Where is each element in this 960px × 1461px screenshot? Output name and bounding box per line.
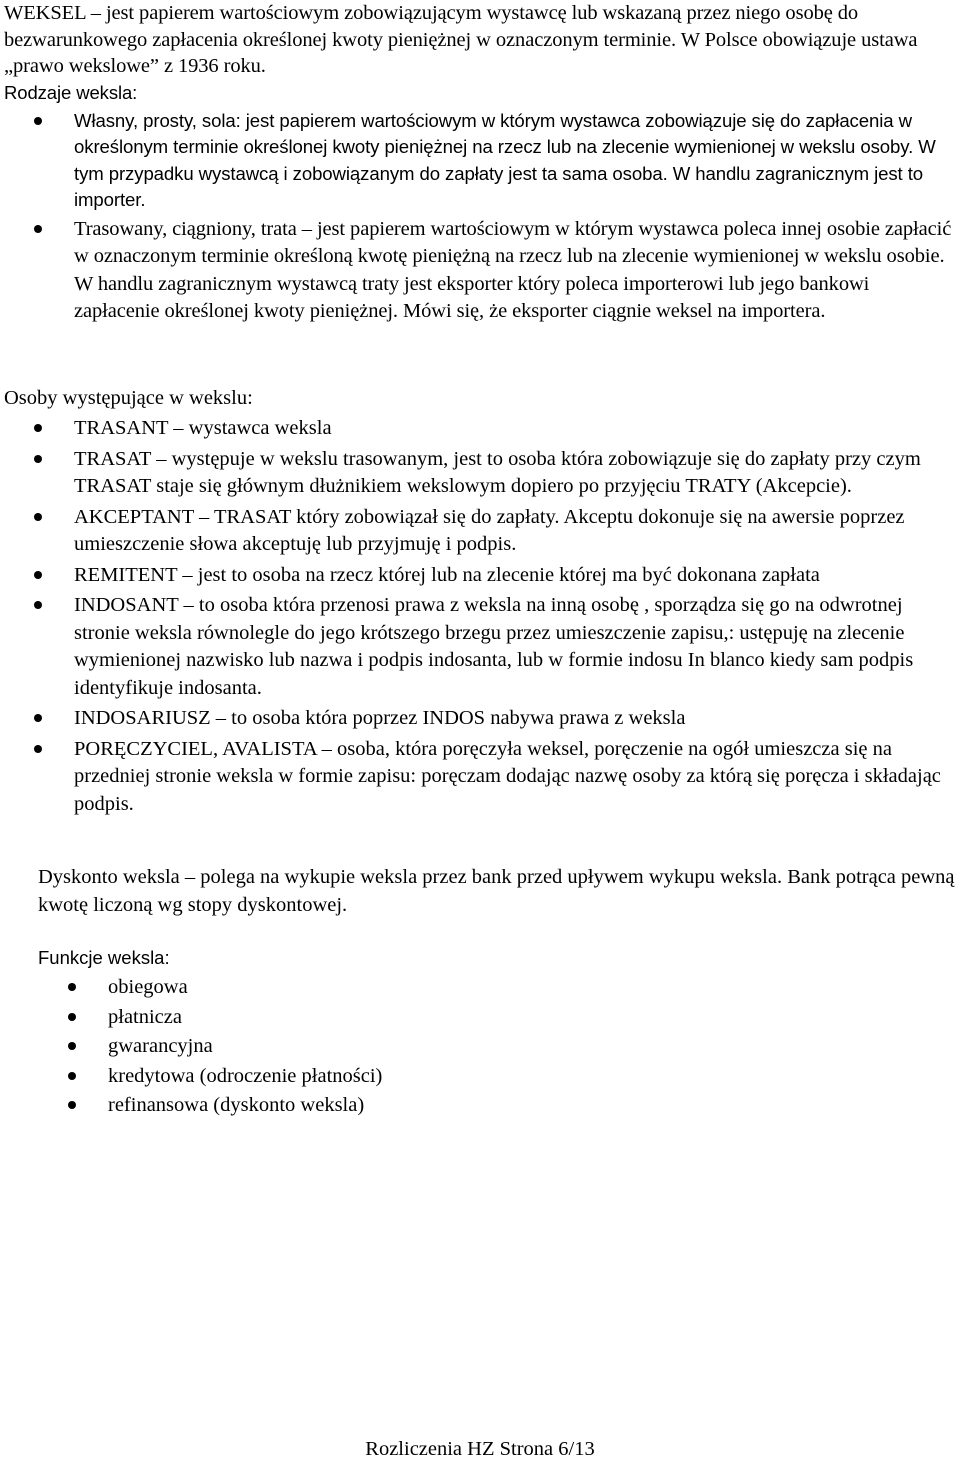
intro-section xyxy=(4,0,954,326)
osoba-remitent-text: REMITENT – jest to osoba na rzecz której lub na zlecenie której ma być dokonana zapłata xyxy=(74,563,820,586)
list-item xyxy=(4,446,956,501)
osoba-indosant-text: INDOSANT – to osoba która przenosi prawa z weksla na inną osobę , sporządza się go na odwrotnej stronie weksla równolegle do jego krótszego brzegu przez umieszczenie zapisu,: ustępuję na zlecenie wymienionej nazwisko lub nazwa i podpis indosanta, lub w formie indosu In blanco kiedy sam podpis identyfikuje indosanta. xyxy=(74,594,914,699)
dyskonto-paragraph: Dyskonto weksla – polega na wykupie weksla przez bank przed upływem wykupu weksla. Bank potrąca pewną kwotę liczoną wg stopy dyskontowej. xyxy=(38,866,955,916)
bullet-icon xyxy=(68,1101,76,1109)
list-item xyxy=(4,736,956,819)
list-item xyxy=(4,504,956,559)
bullet-icon xyxy=(34,571,42,579)
list-item xyxy=(4,216,954,326)
osoba-poreczyciel-text: PORĘCZYCIEL, AVALISTA – osoba, która poręczyła weksel, poręczenie na ogół umieszcza się na przedniej stronie weksla w formie zapisu: poręczam dodając nazwę osoby za którą się poręcza i składając podpis. xyxy=(74,737,941,815)
bullet-icon xyxy=(68,983,76,991)
list-item xyxy=(4,415,956,443)
bullet-icon xyxy=(68,1013,76,1021)
bullet-icon xyxy=(34,601,42,609)
list-item xyxy=(38,1003,938,1033)
rodzaj-trasowany-text: Trasowany, ciągniony, trata – jest papierem wartościowym w którym wystawca poleca innej osobie zapłacić w oznaczonym terminie określoną kwotę pieniężną na rzecz lub na zlecenie wymienionej w wekslu osobie. W handlu zagranicznym wystawcą traty jest eksporter który poleca importerowi lub jego bankowi zapłacenie określonej kwoty pieniężnej. Mówi się, że eksporter ciągnie weksel na importera. xyxy=(74,217,952,322)
funkcje-heading: Funkcje weksla: xyxy=(38,947,170,968)
list-item xyxy=(38,1091,938,1121)
bullet-icon xyxy=(34,745,42,753)
bullet-icon xyxy=(34,117,42,125)
funkcja-text: refinansowa (dyskonto weksla) xyxy=(108,1094,365,1116)
osoba-trasant-text: TRASANT – wystawca weksla xyxy=(74,417,332,439)
list-item xyxy=(4,108,954,214)
rodzaje-list xyxy=(4,108,954,326)
funkcja-text: obiegowa xyxy=(108,976,188,998)
bullet-icon xyxy=(34,424,42,432)
funkcja-text: gwarancyjna xyxy=(108,1035,213,1057)
osoba-akceptant-text: AKCEPTANT – TRASAT który zobowiązał się do zapłaty. Akceptu dokonuje się na awersie poprzez umieszczenie słowa akceptuję lub przyjmuję i podpis. xyxy=(74,505,905,555)
bullet-icon xyxy=(34,225,42,233)
list-item xyxy=(38,973,938,1003)
funkcja-text: kredytowa (odroczenie płatności) xyxy=(108,1064,383,1087)
bullet-icon xyxy=(34,455,42,463)
list-item xyxy=(4,562,956,590)
list-item xyxy=(38,1062,938,1092)
osoby-section xyxy=(4,384,956,818)
bullet-icon xyxy=(34,714,42,722)
osoby-heading: Osoby występujące w wekslu: xyxy=(4,387,253,409)
funkcje-list xyxy=(38,973,938,1121)
osoba-indosariusz-text: INDOSARIUSZ – to osoba która poprzez INDOS nabywa prawa z weksla xyxy=(74,707,686,729)
bullet-icon xyxy=(68,1072,76,1080)
funkcje-section xyxy=(38,944,938,1121)
list-item xyxy=(4,592,956,702)
funkcja-text: płatnicza xyxy=(108,1005,182,1028)
bullet-icon xyxy=(68,1042,76,1050)
page-footer: Rozliczenia HZ Strona 6/13 xyxy=(365,1438,595,1460)
rodzaje-heading: Rodzaje weksla: xyxy=(4,81,138,103)
osoby-list xyxy=(4,415,956,818)
bullet-icon xyxy=(34,513,42,521)
osoba-trasat-text: TRASAT – występuje w wekslu trasowanym, jest to osoba która zobowiązuje się do zapłaty przy czym TRASAT staje się głównym dłużnikiem wekslowym dopiero po przyjęciu TRATY (Akcepcie). xyxy=(74,447,921,497)
rodzaj-wlasny-text: Własny, prosty, sola: jest papierem wartościowym w którym wystawca zobowiązuje się do zapłacenia w określonym terminie określonej kwoty pieniężnej na rzecz lub na zlecenie wymienionej w wekslu osoby. W tym przypadku wystawcą i zobowiązanym do zapłaty jest ta sama osoba. W handlu zagranicznym jest to importer. xyxy=(74,109,936,210)
intro-paragraph: WEKSEL – jest papierem wartościowym zobowiązującym wystawcę lub wskazaną przez niego osobę do bezwarunkowego zapłacenia określonej kwoty pieniężnej w oznaczonym terminie. W Polsce obowiązuje ustawa „prawo wekslowe” z 1936 roku. xyxy=(4,2,918,77)
list-item xyxy=(4,705,956,733)
list-item xyxy=(38,1032,938,1062)
